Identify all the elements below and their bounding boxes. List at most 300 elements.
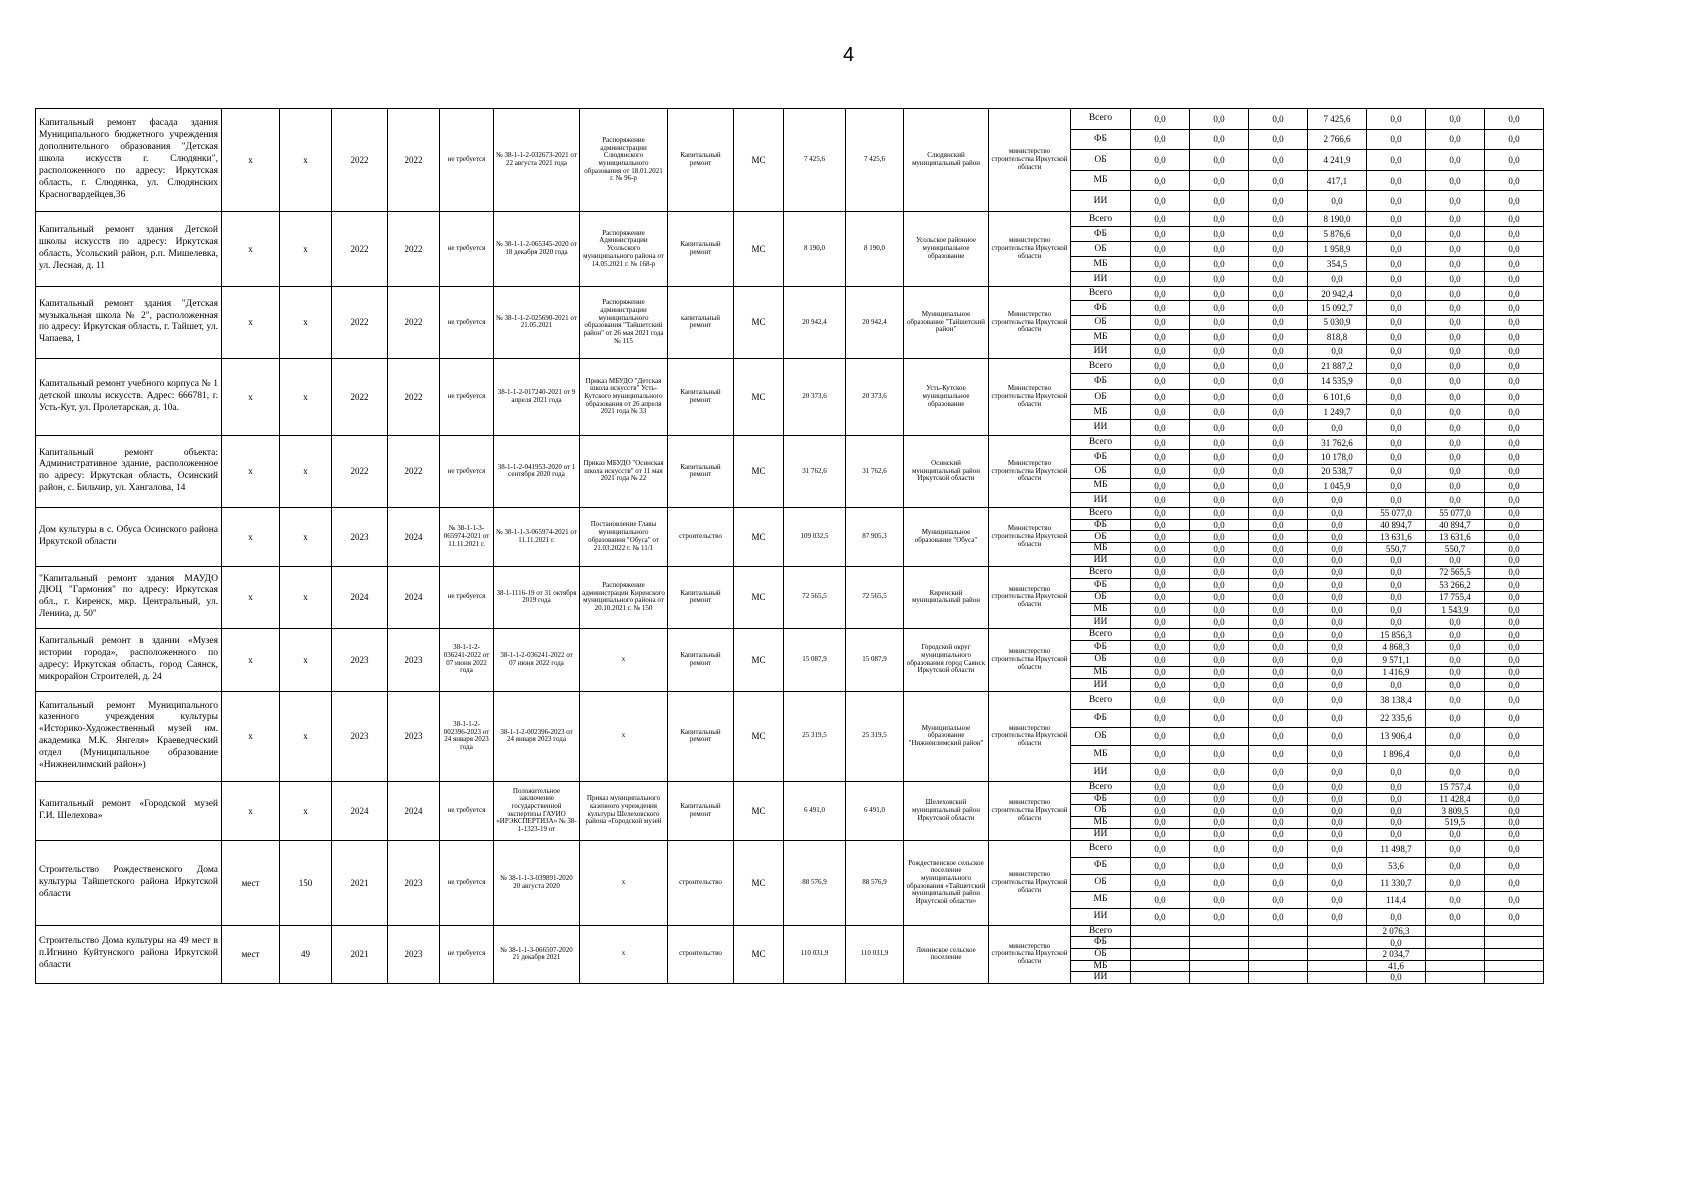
funding-value: 0,0 xyxy=(1190,405,1249,420)
funding-value: 0,0 xyxy=(1367,479,1426,493)
funding-value: 0,0 xyxy=(1190,358,1249,373)
funding-value: 0,0 xyxy=(1249,653,1308,666)
capacity-value: x xyxy=(280,358,332,435)
funding-value: 0,0 xyxy=(1308,628,1367,641)
funding-value: 0,0 xyxy=(1249,781,1308,793)
funding-value xyxy=(1485,925,1544,937)
funding-value: 0,0 xyxy=(1485,805,1544,817)
funding-source-label: ФБ xyxy=(1071,709,1131,727)
funding-value: 0,0 xyxy=(1131,191,1190,212)
municipal-customer: Слюдянский муниципальный район xyxy=(904,109,989,212)
funding-source-label: ОБ xyxy=(1071,948,1131,960)
funding-value: 0,0 xyxy=(1249,129,1308,150)
funding-value: 0,0 xyxy=(1485,579,1544,591)
funding-value: 55 077,0 xyxy=(1367,507,1426,519)
funding-source-label: МБ xyxy=(1071,817,1131,829)
expertise-conclusion: Положительное заключение государственной экспертизы ГАУИО «ИРЭКСПЕРТИЗА» № 38-1-1323-19 от xyxy=(494,781,580,840)
funding-value: 0,0 xyxy=(1485,745,1544,763)
funding-value: 0,0 xyxy=(1131,405,1190,420)
funding-value: 0,0 xyxy=(1367,579,1426,591)
funding-value: 550,7 xyxy=(1367,543,1426,555)
funding-value: 0,0 xyxy=(1131,435,1190,449)
expertise-status: не требуется xyxy=(440,109,494,212)
capacity-value: x xyxy=(280,286,332,358)
funding-value: 20 538,7 xyxy=(1308,464,1367,478)
funding-value xyxy=(1131,972,1190,984)
funding-source-label: Всего xyxy=(1071,211,1131,226)
funding-value: 0,0 xyxy=(1131,793,1190,805)
funding-value: 0,0 xyxy=(1308,781,1367,793)
capacity-unit: x xyxy=(222,691,280,781)
estimated-cost: 110 031,9 xyxy=(784,925,846,983)
funding-value: 8 190,0 xyxy=(1308,211,1367,226)
project-name: Дом культуры в с. Обуса Осинского района Иркутской области xyxy=(36,507,222,566)
project-name: "Капитальный ремонт здания МАУДО ДЮЦ "Гармония" по адресу: Иркутская обл., г. Киренск, мкр. Центральный, ул. Ленина, д. 50" xyxy=(36,566,222,628)
estimated-cost: 8 190,0 xyxy=(784,211,846,286)
funding-value: 4 241,9 xyxy=(1308,150,1367,171)
remaining-cost: 15 087,9 xyxy=(846,628,904,691)
funding-value: 0,0 xyxy=(1485,891,1544,908)
funding-value: 0,0 xyxy=(1190,420,1249,435)
funding-value: 0,0 xyxy=(1485,150,1544,171)
funding-value: 0,0 xyxy=(1190,389,1249,404)
funding-source-label: МБ xyxy=(1071,479,1131,493)
funding-source-label: ИИ xyxy=(1071,972,1131,984)
funding-value: 41,6 xyxy=(1367,960,1426,972)
project-row xyxy=(36,925,1544,937)
funding-value: 10 178,0 xyxy=(1308,450,1367,464)
funding-value: 0,0 xyxy=(1485,531,1544,543)
start-year: 2022 xyxy=(332,211,388,286)
implementation-decision: x xyxy=(580,925,668,983)
funding-value: 0,0 xyxy=(1190,315,1249,329)
funding-source-label: ИИ xyxy=(1071,555,1131,567)
funding-value xyxy=(1190,972,1249,984)
funding-value: 0,0 xyxy=(1190,874,1249,891)
funding-value: 1 249,7 xyxy=(1308,405,1367,420)
funding-value: 0,0 xyxy=(1190,493,1249,507)
funding-value: 0,0 xyxy=(1367,170,1426,191)
funding-value xyxy=(1426,925,1485,937)
funding-value: 0,0 xyxy=(1131,555,1190,567)
project-row xyxy=(36,435,1544,449)
funding-value: 0,0 xyxy=(1249,709,1308,727)
funding-value: 53,6 xyxy=(1367,857,1426,874)
funding-value xyxy=(1308,948,1367,960)
expertise-conclusion: 38-1-1-2-002396-2023 от 24 января 2023 года xyxy=(494,691,580,781)
funding-value: 0,0 xyxy=(1131,315,1190,329)
funding-value: 0,0 xyxy=(1485,405,1544,420)
funding-value: 0,0 xyxy=(1308,555,1367,567)
end-year: 2023 xyxy=(388,628,440,691)
funding-value xyxy=(1190,925,1249,937)
municipal-customer: Городской округ муниципального образования город Саянск Иркутской области xyxy=(904,628,989,691)
funding-value: 0,0 xyxy=(1190,191,1249,212)
funding-source-label: Всего xyxy=(1071,566,1131,578)
funding-value: 0,0 xyxy=(1249,666,1308,679)
funding-source-label: ИИ xyxy=(1071,271,1131,286)
funding-value: 0,0 xyxy=(1190,628,1249,641)
funding-value: 0,0 xyxy=(1308,344,1367,358)
funding-source-label: ФБ xyxy=(1071,857,1131,874)
funding-source-label: МБ xyxy=(1071,666,1131,679)
project-name: Строительство Дома культуры на 49 мест в п.Игнино Куйтунского района Иркутской области xyxy=(36,925,222,983)
capacity-unit: x xyxy=(222,435,280,507)
funding-value: 0,0 xyxy=(1367,566,1426,578)
funding-value: 0,0 xyxy=(1190,519,1249,531)
funding-source-label: ОБ xyxy=(1071,464,1131,478)
funding-value: 0,0 xyxy=(1131,641,1190,654)
funding-value: 0,0 xyxy=(1131,420,1190,435)
municipal-customer: Муниципальное образование "Обуса" xyxy=(904,507,989,566)
project-name: Капитальный ремонт в здании «Музея истории города», расположенного по адресу: Иркутская область, город Саянск, микрорайон Строителей, д. 24 xyxy=(36,628,222,691)
funding-value: 0,0 xyxy=(1190,129,1249,150)
funding-value: 0,0 xyxy=(1249,840,1308,857)
capacity-value: 49 xyxy=(280,925,332,983)
estimated-cost: 7 425,6 xyxy=(784,109,846,212)
implementation-decision: x xyxy=(580,840,668,925)
funding-value: 0,0 xyxy=(1308,666,1367,679)
responsible-ministry: министерство строительства Иркутской области xyxy=(989,109,1071,212)
funding-value: 0,0 xyxy=(1190,170,1249,191)
municipal-customer: Муниципальное образование "Нижнеилимский район" xyxy=(904,691,989,781)
capacity-value: x xyxy=(280,109,332,212)
funding-value: 0,0 xyxy=(1426,129,1485,150)
funding-value xyxy=(1131,937,1190,949)
funding-value: 0,0 xyxy=(1249,805,1308,817)
funding-value: 0,0 xyxy=(1249,641,1308,654)
funding-value: 0,0 xyxy=(1426,479,1485,493)
funding-value: 1 896,4 xyxy=(1367,745,1426,763)
start-year: 2022 xyxy=(332,358,388,435)
funding-value: 0,0 xyxy=(1426,450,1485,464)
funding-value xyxy=(1485,960,1544,972)
funding-value: 0,0 xyxy=(1190,150,1249,171)
funding-source-label: ФБ xyxy=(1071,129,1131,150)
funding-value: 0,0 xyxy=(1131,616,1190,628)
capacity-unit: x xyxy=(222,358,280,435)
funding-value: 0,0 xyxy=(1367,256,1426,271)
funding-value: 0,0 xyxy=(1249,358,1308,373)
funding-value: 0,0 xyxy=(1190,555,1249,567)
funding-value: 0,0 xyxy=(1190,709,1249,727)
funding-value: 0,0 xyxy=(1485,211,1544,226)
end-year: 2023 xyxy=(388,840,440,925)
funding-value: 0,0 xyxy=(1131,211,1190,226)
expertise-status: 38-1-1-2-002396-2023 от 24 января 2023 года xyxy=(440,691,494,781)
funding-value: 0,0 xyxy=(1190,543,1249,555)
funding-value: 0,0 xyxy=(1190,271,1249,286)
funding-source-label: ИИ xyxy=(1071,908,1131,925)
estimated-cost: 109 032,5 xyxy=(784,507,846,566)
funding-value: 0,0 xyxy=(1190,450,1249,464)
funding-value: 0,0 xyxy=(1308,420,1367,435)
funding-value: 0,0 xyxy=(1367,241,1426,256)
funding-value: 0,0 xyxy=(1426,641,1485,654)
capacity-value: x xyxy=(280,691,332,781)
capacity-value: x xyxy=(280,211,332,286)
funding-value: 0,0 xyxy=(1131,109,1190,130)
remaining-cost: 87 905,3 xyxy=(846,507,904,566)
funding-value: 0,0 xyxy=(1485,170,1544,191)
funding-value: 0,0 xyxy=(1190,891,1249,908)
funding-value: 0,0 xyxy=(1485,519,1544,531)
funding-value: 0,0 xyxy=(1308,840,1367,857)
funding-value: 0,0 xyxy=(1190,679,1249,692)
funding-value: 0,0 xyxy=(1131,170,1190,191)
funding-value: 0,0 xyxy=(1485,727,1544,745)
funding-value: 0,0 xyxy=(1249,817,1308,829)
funding-value: 0,0 xyxy=(1426,150,1485,171)
funding-value: 0,0 xyxy=(1131,150,1190,171)
funding-value: 519,5 xyxy=(1426,817,1485,829)
funding-value: 0,0 xyxy=(1131,543,1190,555)
funding-value: 0,0 xyxy=(1426,405,1485,420)
funding-value: 0,0 xyxy=(1131,129,1190,150)
work-type: строительство xyxy=(668,507,734,566)
funding-value: 0,0 xyxy=(1426,691,1485,709)
funding-value: 0,0 xyxy=(1485,358,1544,373)
expertise-status: не требуется xyxy=(440,840,494,925)
funding-value: 0,0 xyxy=(1485,374,1544,389)
funding-value: 0,0 xyxy=(1249,793,1308,805)
funding-value: 0,0 xyxy=(1367,344,1426,358)
funding-value: 0,0 xyxy=(1426,763,1485,781)
end-year: 2024 xyxy=(388,566,440,628)
capacity-unit: x xyxy=(222,628,280,691)
funding-value: 0,0 xyxy=(1485,555,1544,567)
municipal-customer: Шелеховский муниципальный район Иркутской области xyxy=(904,781,989,840)
funding-value: 0,0 xyxy=(1131,679,1190,692)
funding-value xyxy=(1249,937,1308,949)
responsible-ministry: Министерство строительства Иркутской области xyxy=(989,507,1071,566)
ownership-level: МС xyxy=(734,109,784,212)
funding-value: 0,0 xyxy=(1485,709,1544,727)
funding-value: 0,0 xyxy=(1367,435,1426,449)
responsible-ministry: министерство строительства Иркутской области xyxy=(989,781,1071,840)
expertise-status: № 38-1-1-3-065974-2021 от 11.11.2021 г. xyxy=(440,507,494,566)
funding-value: 0,0 xyxy=(1249,211,1308,226)
funding-value: 0,0 xyxy=(1485,256,1544,271)
funding-value: 0,0 xyxy=(1485,389,1544,404)
funding-value: 0,0 xyxy=(1367,315,1426,329)
funding-value: 0,0 xyxy=(1308,603,1367,615)
funding-value: 0,0 xyxy=(1485,857,1544,874)
funding-value: 0,0 xyxy=(1367,405,1426,420)
funding-source-label: ИИ xyxy=(1071,828,1131,840)
funding-value: 0,0 xyxy=(1249,226,1308,241)
work-type: Капитальный ремонт xyxy=(668,109,734,212)
funding-value: 0,0 xyxy=(1249,435,1308,449)
funding-value: 0,0 xyxy=(1426,191,1485,212)
funding-value: 0,0 xyxy=(1367,109,1426,130)
remaining-cost: 20 373,6 xyxy=(846,358,904,435)
funding-value: 22 335,6 xyxy=(1367,709,1426,727)
responsible-ministry: министерство строительства Иркутской области xyxy=(989,925,1071,983)
funding-value: 0,0 xyxy=(1485,817,1544,829)
funding-value xyxy=(1426,948,1485,960)
estimated-cost: 15 087,9 xyxy=(784,628,846,691)
funding-value: 0,0 xyxy=(1367,828,1426,840)
funding-value: 0,0 xyxy=(1131,691,1190,709)
municipal-customer: Усольское районное муниципальное образование xyxy=(904,211,989,286)
funding-value: 0,0 xyxy=(1485,543,1544,555)
funding-value xyxy=(1190,937,1249,949)
estimated-cost: 72 565,5 xyxy=(784,566,846,628)
funding-value: 0,0 xyxy=(1485,191,1544,212)
funding-value: 0,0 xyxy=(1485,763,1544,781)
funding-value: 0,0 xyxy=(1308,891,1367,908)
funding-value: 0,0 xyxy=(1249,828,1308,840)
funding-value: 0,0 xyxy=(1485,566,1544,578)
funding-value: 0,0 xyxy=(1249,464,1308,478)
funding-value: 17 755,4 xyxy=(1426,591,1485,603)
funding-source-label: ФБ xyxy=(1071,226,1131,241)
funding-value: 0,0 xyxy=(1249,543,1308,555)
funding-value xyxy=(1249,925,1308,937)
funding-value: 0,0 xyxy=(1426,241,1485,256)
funding-value: 0,0 xyxy=(1308,579,1367,591)
funding-value xyxy=(1131,925,1190,937)
funding-value: 0,0 xyxy=(1131,666,1190,679)
funding-value: 0,0 xyxy=(1131,828,1190,840)
funding-value: 0,0 xyxy=(1308,793,1367,805)
funding-value: 0,0 xyxy=(1426,828,1485,840)
funding-value: 1 543,9 xyxy=(1426,603,1485,615)
investment-program-table xyxy=(35,108,1544,984)
funding-value: 0,0 xyxy=(1190,330,1249,344)
funding-value: 0,0 xyxy=(1249,479,1308,493)
estimated-cost: 20 942,4 xyxy=(784,286,846,358)
funding-value: 0,0 xyxy=(1190,109,1249,130)
funding-value: 0,0 xyxy=(1485,109,1544,130)
municipal-customer: Муниципальное образование "Тайшетский район" xyxy=(904,286,989,358)
work-type: Капитальный ремонт xyxy=(668,435,734,507)
funding-source-label: ОБ xyxy=(1071,241,1131,256)
project-name: Капитальный ремонт здания Детской школы искусств по адресу: Иркутская область, Усольский район, р.п. Мишелевка, ул. Лесная, д. 11 xyxy=(36,211,222,286)
funding-value: 0,0 xyxy=(1308,817,1367,829)
funding-value: 5 876,6 xyxy=(1308,226,1367,241)
funding-value: 2 034,7 xyxy=(1367,948,1426,960)
funding-value: 0,0 xyxy=(1131,256,1190,271)
funding-value: 0,0 xyxy=(1190,579,1249,591)
funding-source-label: ИИ xyxy=(1071,344,1131,358)
end-year: 2022 xyxy=(388,286,440,358)
funding-source-label: ФБ xyxy=(1071,579,1131,591)
funding-value: 0,0 xyxy=(1485,641,1544,654)
funding-value: 0,0 xyxy=(1131,271,1190,286)
funding-value: 0,0 xyxy=(1426,628,1485,641)
funding-source-label: ФБ xyxy=(1071,374,1131,389)
funding-value: 0,0 xyxy=(1131,781,1190,793)
work-type: строительство xyxy=(668,925,734,983)
funding-value: 0,0 xyxy=(1485,301,1544,315)
funding-value: 0,0 xyxy=(1308,745,1367,763)
capacity-value: x xyxy=(280,628,332,691)
funding-source-label: Всего xyxy=(1071,840,1131,857)
project-name: Капитальный ремонт «Городской музей Г.И. Шелехова» xyxy=(36,781,222,840)
funding-value: 0,0 xyxy=(1249,727,1308,745)
funding-value: 0,0 xyxy=(1308,763,1367,781)
funding-value: 0,0 xyxy=(1485,793,1544,805)
funding-value: 0,0 xyxy=(1367,817,1426,829)
funding-value: 11 428,4 xyxy=(1426,793,1485,805)
expertise-conclusion: № 38-1-1-3-065974-2021 от 11.11.2021 г. xyxy=(494,507,580,566)
funding-value: 0,0 xyxy=(1190,727,1249,745)
ownership-level: МС xyxy=(734,507,784,566)
funding-value: 0,0 xyxy=(1308,653,1367,666)
expertise-status: не требуется xyxy=(440,286,494,358)
funding-value: 0,0 xyxy=(1426,170,1485,191)
funding-value: 0,0 xyxy=(1249,691,1308,709)
remaining-cost: 88 576,9 xyxy=(846,840,904,925)
funding-source-label: ОБ xyxy=(1071,591,1131,603)
funding-value: 0,0 xyxy=(1131,653,1190,666)
implementation-decision: Приказ муниципального казенного учреждения культуры Шелеховского района «Городской музей xyxy=(580,781,668,840)
implementation-decision: Распоряжение администрации Слюдянского муниципального образования от 18.01.2021 г. № 96-р xyxy=(580,109,668,212)
project-name: Капитальный ремонт Муниципального казенного учреждения культуры «Историко-Художественный музей им. академика М.К. Янгеля» Краеведческий отдел (Муниципальное образование «Нижнеилимский район») xyxy=(36,691,222,781)
start-year: 2022 xyxy=(332,286,388,358)
ownership-level: МС xyxy=(734,691,784,781)
funding-value: 0,0 xyxy=(1249,908,1308,925)
funding-value: 0,0 xyxy=(1426,271,1485,286)
funding-value: 0,0 xyxy=(1426,226,1485,241)
funding-value: 0,0 xyxy=(1190,745,1249,763)
funding-value: 0,0 xyxy=(1249,241,1308,256)
funding-value: 0,0 xyxy=(1131,579,1190,591)
funding-value: 5 030,9 xyxy=(1308,315,1367,329)
funding-source-label: ОБ xyxy=(1071,150,1131,171)
funding-value: 11 498,7 xyxy=(1367,840,1426,857)
funding-value: 0,0 xyxy=(1367,226,1426,241)
funding-value: 0,0 xyxy=(1367,603,1426,615)
funding-source-label: Всего xyxy=(1071,691,1131,709)
capacity-unit: мест xyxy=(222,925,280,983)
work-type: Капитальный ремонт xyxy=(668,566,734,628)
funding-value: 0,0 xyxy=(1367,389,1426,404)
municipal-customer: Ленинское сельское поселение xyxy=(904,925,989,983)
end-year: 2022 xyxy=(388,109,440,212)
ownership-level: МС xyxy=(734,840,784,925)
funding-value: 0,0 xyxy=(1367,616,1426,628)
funding-value: 0,0 xyxy=(1426,653,1485,666)
funding-value: 0,0 xyxy=(1131,241,1190,256)
funding-value xyxy=(1308,937,1367,949)
funding-value: 354,5 xyxy=(1308,256,1367,271)
funding-source-label: Всего xyxy=(1071,925,1131,937)
remaining-cost: 6 491,0 xyxy=(846,781,904,840)
funding-value: 0,0 xyxy=(1367,450,1426,464)
funding-value: 0,0 xyxy=(1308,857,1367,874)
remaining-cost: 31 762,6 xyxy=(846,435,904,507)
capacity-unit: мест xyxy=(222,840,280,925)
funding-value xyxy=(1249,972,1308,984)
funding-source-label: ФБ xyxy=(1071,641,1131,654)
funding-value: 0,0 xyxy=(1426,358,1485,373)
project-row xyxy=(36,507,1544,519)
funding-value: 0,0 xyxy=(1367,908,1426,925)
funding-value: 53 266,2 xyxy=(1426,579,1485,591)
funding-value: 0,0 xyxy=(1190,805,1249,817)
funding-value: 0,0 xyxy=(1249,493,1308,507)
implementation-decision: x xyxy=(580,628,668,691)
funding-source-label: Всего xyxy=(1071,286,1131,300)
expertise-conclusion: № 38-1-1-3-066507-2020 21 декабря 2021 xyxy=(494,925,580,983)
end-year: 2022 xyxy=(388,358,440,435)
funding-value: 0,0 xyxy=(1190,793,1249,805)
funding-value: 0,0 xyxy=(1367,211,1426,226)
funding-source-label: МБ xyxy=(1071,960,1131,972)
